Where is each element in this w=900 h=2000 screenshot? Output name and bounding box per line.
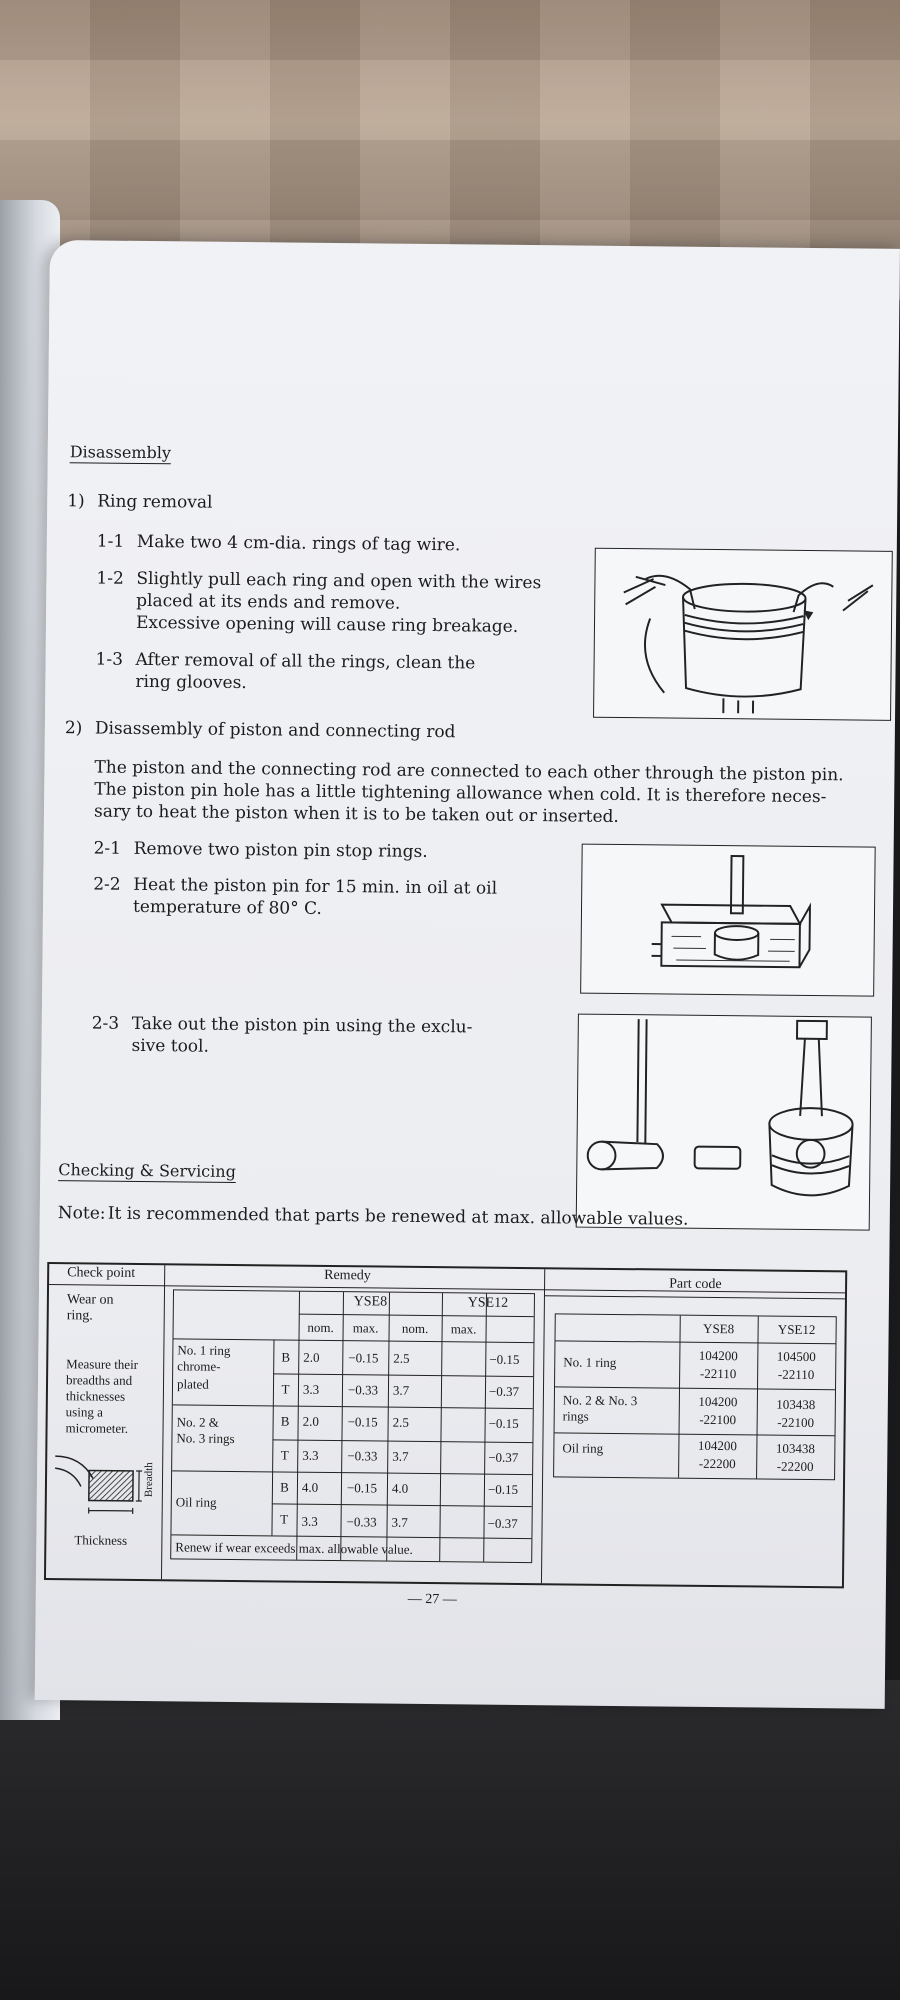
table-value: −0.15 (488, 1415, 519, 1431)
piston-ring-removal-drawing (594, 549, 892, 720)
step-2-2-number: 2-2 (93, 874, 121, 895)
breadth-label: Breadth (142, 1462, 156, 1498)
ring-name: chrome- (177, 1358, 221, 1374)
step-1-2-number: 1-2 (96, 568, 124, 589)
oil-bath-heating-illustration (580, 844, 876, 997)
step-2-2-line: Heat the piston pin for 15 min. in oil at oil (133, 874, 498, 899)
col-part-code: Part code (669, 1276, 722, 1293)
ring-name: No. 2 & (176, 1414, 219, 1430)
step-1-3-line: After removal of all the rings, clean the (135, 649, 476, 674)
table-value: 4.0 (391, 1480, 409, 1496)
part-name: rings (562, 1408, 589, 1424)
measure-instruction: thicknesses (65, 1388, 126, 1404)
step-1-2-line: placed at its ends and remove. (136, 590, 401, 614)
step1-title: Ring removal (97, 491, 213, 513)
part-code-value: -22100 (777, 1414, 815, 1431)
part-code-value: -22110 (699, 1365, 737, 1382)
table-value: 3.7 (392, 1448, 409, 1464)
max-header: max. (450, 1321, 477, 1337)
step-2-1-text: Remove two piston pin stop rings. (133, 838, 428, 862)
table-value: −0.15 (489, 1351, 520, 1367)
part-code-yse12-header: YSE12 (777, 1321, 816, 1338)
ring-wear-spec-table (44, 1262, 847, 1588)
note-label: Note: (57, 1203, 106, 1224)
hammer-and-tool-drawing (577, 1015, 871, 1230)
step-1-1-text: Make two 4 cm-dia. rings of tag wire. (136, 531, 461, 556)
table-value: −0.15 (347, 1414, 378, 1430)
model-yse12-header: YSE12 (467, 1295, 509, 1311)
ring-removal-illustration (593, 548, 893, 721)
dimension-code: T (281, 1381, 290, 1397)
part-code-value: 104500 (776, 1348, 816, 1365)
part-code-value: 104200 (698, 1393, 738, 1410)
part-name: No. 2 & No. 3 (562, 1392, 638, 1409)
part-code-value: -22110 (777, 1366, 815, 1383)
table-value: 3.3 (302, 1381, 320, 1397)
page-number: — 27 — (407, 1591, 457, 1608)
step-2-3-line: Take out the piston pin using the exclu- (131, 1013, 473, 1038)
background-dark-surface (0, 1680, 900, 2000)
part-code-value: 104200 (698, 1347, 738, 1364)
part-code-yse8-header: YSE8 (703, 1320, 735, 1337)
step2-title: Disassembly of piston and connecting rod (94, 718, 456, 743)
step-1-3-number: 1-3 (95, 649, 124, 670)
manual-page (35, 240, 900, 1709)
step-2-1-number: 2-1 (93, 838, 122, 859)
step-1-2-line: Excessive opening will cause ring breakage. (135, 612, 519, 637)
col-check-point: Check point (67, 1265, 136, 1281)
remedy-dimensions-table (170, 1289, 535, 1563)
wear-on-ring-label: Wear on (66, 1292, 114, 1308)
table-value: 2.5 (392, 1414, 409, 1430)
checking-heading: Checking & Servicing (58, 1160, 236, 1181)
max-header: max. (352, 1320, 379, 1336)
table-value: −0.15 (487, 1481, 519, 1497)
step-1-1-number: 1-1 (96, 531, 125, 552)
disassembly-heading: Disassembly (69, 442, 172, 463)
part-code-value: -22200 (776, 1458, 814, 1475)
measure-instruction: breadths and (65, 1372, 133, 1388)
dimension-code: B (281, 1349, 291, 1365)
nominal-header: nom. (307, 1319, 334, 1336)
table-value: 3.3 (301, 1513, 318, 1529)
table-value: 3.7 (392, 1382, 410, 1398)
col-remedy: Remedy (324, 1267, 371, 1284)
part-code-value: -22200 (698, 1455, 736, 1472)
dimension-code: T (280, 1447, 289, 1463)
part-code-value: 103438 (775, 1440, 815, 1457)
part-code-table (553, 1313, 837, 1480)
step-1-3-line: ring glooves. (135, 671, 247, 694)
ring-name: Oil ring (175, 1494, 217, 1510)
model-yse8-header: YSE8 (353, 1294, 388, 1310)
part-code-value: -22100 (699, 1411, 737, 1428)
table-value: 2.0 (302, 1413, 319, 1429)
note-text: It is recommended that parts be renewed at max. allowable values. (107, 1203, 689, 1230)
table-value: 4.0 (301, 1479, 319, 1495)
step2-paragraph-line: The piston pin hole has a little tightening allowance when cold. It is therefore neces- (94, 779, 827, 808)
table-value: −0.15 (346, 1480, 378, 1496)
part-name: Oil ring (562, 1440, 604, 1456)
part-code-value: 104200 (697, 1437, 737, 1454)
ring-name: No. 3 rings (176, 1430, 235, 1446)
ring-name: plated (176, 1376, 209, 1392)
table-value: 2.5 (393, 1350, 410, 1366)
wear-on-ring-label: ring. (66, 1308, 93, 1324)
dimension-code: B (280, 1413, 290, 1429)
dimension-code: B (280, 1479, 289, 1495)
step1-number: 1) (67, 491, 85, 512)
part-name: No. 1 ring (563, 1354, 617, 1370)
table-value: −0.37 (487, 1515, 518, 1531)
part-code-value: 103438 (776, 1396, 816, 1413)
step2-paragraph-line: The piston and the connecting rod are connected to each other through the piston pin. (94, 757, 844, 786)
table-value: −0.33 (346, 1514, 377, 1530)
step-2-2-line: temperature of 80° C. (132, 896, 322, 919)
oil-bath-drawing (581, 845, 875, 996)
table-value: −0.37 (488, 1383, 520, 1399)
step2-number: 2) (64, 718, 83, 739)
dimension-code: T (280, 1511, 289, 1527)
step2-paragraph-line: sary to heat the piston when it is to be taken out or inserted. (93, 801, 619, 827)
table-value: −0.33 (347, 1448, 378, 1464)
table-value: −0.15 (348, 1350, 379, 1366)
table-value: 3.3 (302, 1447, 319, 1463)
step-2-3-number: 2-3 (91, 1013, 120, 1034)
table-value: 2.0 (303, 1349, 320, 1365)
measure-instruction: using a (65, 1404, 104, 1420)
table-value: 3.7 (391, 1514, 408, 1530)
thickness-label: Thickness (74, 1532, 128, 1548)
ring-name: No. 1 ring (177, 1342, 231, 1358)
step-1-2-line: Slightly pull each ring and open with the wires (136, 568, 542, 594)
piston-pin-removal-illustration (576, 1014, 872, 1231)
renew-note: Renew if wear exceeds max. allowable value. (175, 1539, 413, 1557)
table-value: −0.33 (347, 1382, 379, 1398)
nominal-header: nom. (401, 1320, 429, 1337)
step-2-3-line: sive tool. (131, 1035, 210, 1057)
measure-instruction: micrometer. (65, 1420, 129, 1436)
measure-instruction: Measure their (66, 1356, 139, 1372)
table-value: −0.37 (488, 1449, 519, 1465)
